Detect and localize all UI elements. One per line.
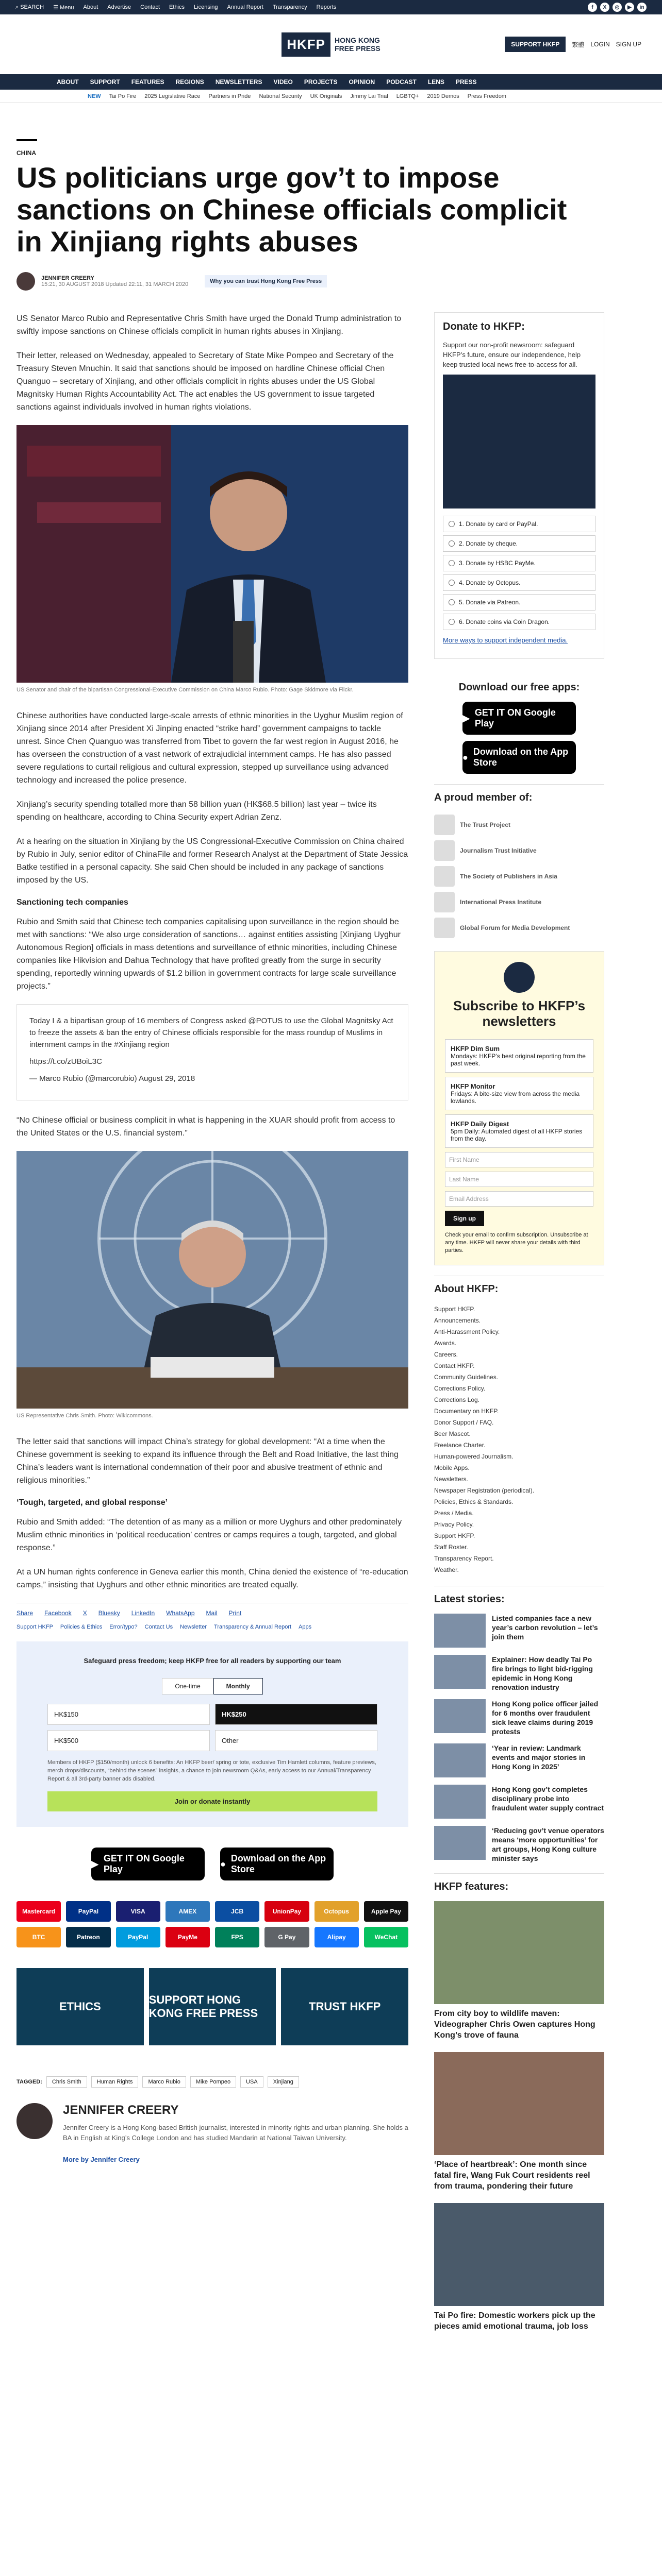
- promo-banners: [16, 1968, 408, 2045]
- more-by-author-link[interactable]: More by Jennifer Creery: [63, 2156, 140, 2163]
- author-bio: Jennifer Creery is a Hong Kong-based British journalist, interested in minority rights and urban planning. She holds a BA in English at King’s College London and has studied Mandarin at National Taiwan University.: [63, 2124, 408, 2142]
- payment-logo: PayPal: [66, 1901, 110, 1922]
- section-heading: ‘Tough, targeted, and global response’: [16, 1498, 168, 1507]
- paragraph: “No Chinese official or business complicit in what is happening in the XUAR should profit from access to the United States or the U.S. financial system.”: [16, 1116, 395, 1138]
- apple-icon: ●: [220, 1858, 226, 1869]
- about-link[interactable]: Community Guidelines.: [434, 1374, 499, 1381]
- latest-story[interactable]: ‘Year in review: Landmark events and major stories in Hong Kong in 2025’: [434, 1743, 604, 1777]
- paragraph: Their letter, released on Wednesday, appealed to Secretary of State Mike Pompeo and Secretary of the Treasury Steven Mnuchin. It said that sanctions should be imposed on hardline Chinese official Chen Quanguo – secretary of Xinjiang, and other officials complicit in rights abuses under the US Global Magnitsky Human Rights Accountability Act. The act enables the US government to issue targeted sanctions against individuals involved in human rights violations.: [16, 351, 394, 412]
- radio-icon: [449, 580, 455, 586]
- tweet-text: Today I & a bipartisan group of 16 members of Congress asked @POTUS to use the Global Magnitsky Act to freeze the assets & ban the entry of Chinese officials responsible for the mass roundup of Muslims in internment camps in the #Xinjiang region: [29, 1016, 393, 1049]
- trending-item[interactable]: UK Originals: [310, 93, 342, 99]
- publish-date: 15:21, 30 AUGUST 2018 Updated 22:11, 31 MARCH 2020: [41, 281, 189, 287]
- support-box: [16, 1641, 408, 1827]
- amount-option[interactable]: HK$500: [47, 1730, 210, 1751]
- trending-item[interactable]: Tai Po Fire: [109, 93, 137, 99]
- section-heading: Sanctioning tech companies: [16, 898, 128, 907]
- top-link-licensing[interactable]: Licensing: [194, 4, 218, 10]
- about-link[interactable]: Anti-Harassment Policy.: [434, 1328, 500, 1335]
- tag[interactable]: Human Rights: [91, 2076, 139, 2088]
- email-input[interactable]: Email Address: [445, 1191, 593, 1207]
- org-logo: [434, 815, 455, 835]
- radio-icon: [449, 521, 455, 527]
- site-header: [0, 14, 662, 74]
- nav-newsletters[interactable]: NEWSLETTERS: [215, 78, 262, 86]
- app-store-button[interactable]: ● Download on the App Store: [220, 1848, 334, 1880]
- article-title: US politicians urge gov’t to impose sanctions on Chinese officials complicit in Xinjiang rights abuses: [16, 161, 567, 258]
- trending-item[interactable]: National Security: [259, 93, 302, 99]
- story-thumbnail: [434, 1655, 486, 1689]
- tag[interactable]: Mike Pompeo: [190, 2076, 236, 2088]
- payment-logo: PayPal: [116, 1927, 160, 1947]
- donate-text: Support our non-profit newsroom: safeguard HKFP’s future, ensure our independence, help keep trusted local news free-to-access for all.: [443, 341, 581, 368]
- linkedin-icon[interactable]: in: [637, 3, 647, 12]
- payment-logo: AMEX: [166, 1901, 210, 1922]
- tag[interactable]: Chris Smith: [46, 2076, 87, 2088]
- policy-link[interactable]: Policies & Ethics: [60, 1624, 103, 1630]
- about-link[interactable]: Privacy Policy.: [434, 1521, 474, 1528]
- author-photo: [16, 2103, 53, 2139]
- photo-caption: US Senator and chair of the bipartisan Congressional-Executive Commission on China Marco Rubio. Photo: Gage Skidmore via Flickr.: [16, 687, 354, 693]
- newsletter-option[interactable]: HKFP Dim Sum Mondays: HKFP’s best original reporting from the past week.: [445, 1039, 593, 1073]
- nav-lens[interactable]: LENS: [427, 78, 444, 86]
- about-link[interactable]: Awards.: [434, 1340, 457, 1347]
- trending-item[interactable]: 2019 Demos: [427, 93, 459, 99]
- latest-story[interactable]: Explainer: How deadly Tai Po fire brings to light bid-rigging epidemic in Hong Kong renovation industry: [434, 1655, 604, 1692]
- story-thumbnail: [434, 1614, 486, 1648]
- top-link-annual-report[interactable]: Annual Report: [227, 4, 263, 10]
- facebook-icon[interactable]: f: [588, 3, 597, 12]
- radio-icon: [449, 560, 455, 566]
- newsletter-option[interactable]: HKFP Monitor Fridays: A bite-size view from across the media lowlands.: [445, 1077, 593, 1110]
- share-bar: [16, 1603, 408, 1617]
- payment-logo: JCB: [215, 1901, 259, 1922]
- policy-link[interactable]: Contact Us: [144, 1624, 173, 1630]
- story-thumbnail: [434, 1699, 486, 1733]
- instagram-icon[interactable]: ◎: [613, 3, 622, 12]
- about-link[interactable]: Support HKFP.: [434, 1306, 475, 1313]
- youtube-icon[interactable]: ▶: [625, 3, 634, 12]
- article-body: [16, 312, 408, 2343]
- nav-press[interactable]: PRESS: [455, 78, 477, 86]
- latest-story[interactable]: ‘Reducing gov’t venue operators means ‘more opportunities’ for art groups, Hong Kong culture minister says: [434, 1826, 604, 1863]
- org-logo: [434, 840, 455, 861]
- donate-box: [434, 312, 604, 659]
- about-title: About HKFP:: [434, 1276, 604, 1295]
- about-link[interactable]: Documentary on HKFP.: [434, 1408, 499, 1415]
- hkfp-badge-icon: [504, 962, 535, 993]
- tab-monthly[interactable]: Monthly: [213, 1678, 263, 1694]
- about-list: [434, 1303, 604, 1575]
- sidebar-app-store[interactable]: ● Download on the App Store: [462, 741, 576, 774]
- nav-podcast[interactable]: PODCAST: [386, 78, 417, 86]
- story-thumbnail: [434, 1785, 486, 1819]
- trending-item[interactable]: Partners in Pride: [208, 93, 251, 99]
- top-link-advertise[interactable]: Advertise: [107, 4, 131, 10]
- payment-logo: PayMe: [166, 1927, 210, 1947]
- author-name[interactable]: JENNIFER CREERY: [41, 275, 94, 281]
- tag-list: [16, 2076, 408, 2088]
- amount-option[interactable]: HK$150: [47, 1704, 210, 1725]
- photo-caption: US Representative Chris Smith. Photo: Wikicommons.: [16, 1413, 153, 1419]
- donate-option[interactable]: 5. Donate via Patreon.: [443, 594, 595, 611]
- donate-option[interactable]: 1. Donate by card or PayPal.: [443, 516, 595, 532]
- share-linkedin[interactable]: LinkedIn: [131, 1609, 155, 1617]
- about-link[interactable]: Beer Mascot.: [434, 1430, 471, 1437]
- share-x[interactable]: X: [82, 1609, 87, 1617]
- policy-link[interactable]: Apps: [299, 1624, 312, 1630]
- last-name-input[interactable]: Last Name: [445, 1172, 593, 1187]
- tags-label: TAGGED:: [16, 2079, 42, 2085]
- trending-bar: [0, 90, 662, 103]
- play-icon: ▶: [462, 713, 470, 723]
- policy-link[interactable]: Newsletter: [180, 1624, 207, 1630]
- about-link[interactable]: Careers.: [434, 1351, 458, 1358]
- latest-story[interactable]: Hong Kong gov’t completes disciplinary probe into fraudulent water supply contract: [434, 1785, 604, 1819]
- paragraph: Rubio and Smith added: “The detention of as many as a million or more Uyghurs and other predominately Muslim ethnic minorities in ‘political reeducation’ centres or camps requires a tough, targeted, and global response.”: [16, 1518, 402, 1552]
- about-link[interactable]: Policies, Ethics & Standards.: [434, 1498, 514, 1505]
- login-link[interactable]: LOGIN: [590, 41, 610, 48]
- payment-logo: UnionPay: [264, 1901, 309, 1922]
- nav-projects[interactable]: PROJECTS: [304, 78, 338, 86]
- payment-logo: WeChat: [364, 1927, 408, 1947]
- trending-item[interactable]: Press Freedom: [467, 93, 506, 99]
- about-link[interactable]: Freelance Charter.: [434, 1442, 486, 1449]
- share-facebook[interactable]: Facebook: [44, 1609, 72, 1617]
- trending-item[interactable]: LGBTQ+: [396, 93, 419, 99]
- logo-text-line2: FREE PRESS: [335, 44, 380, 53]
- main-nav: [0, 74, 662, 90]
- paragraph: US Senator Marco Rubio and Representative Chris Smith have urged the Donald Trump administration to swiftly impose sanctions on Chinese officials complicit in human rights abuses in Xinjiang.: [16, 314, 402, 336]
- about-link[interactable]: Press / Media.: [434, 1510, 474, 1517]
- amount-option-selected[interactable]: HK$250: [215, 1704, 377, 1725]
- tag[interactable]: USA: [240, 2076, 263, 2088]
- feature-image: [434, 1901, 604, 2004]
- tag[interactable]: Marco Rubio: [142, 2076, 186, 2088]
- paragraph: At a UN human rights conference in Geneva earlier this month, China denied the existence of “re-education camps,” insisting that Uyghurs and other ethnic minorities are treated equally.: [16, 1568, 408, 1589]
- about-link[interactable]: Corrections Policy.: [434, 1385, 486, 1392]
- donate-option[interactable]: 6. Donate coins via Coin Dragon.: [443, 614, 595, 630]
- latest-story[interactable]: Listed companies face a new year’s carbon revolution – let’s join them: [434, 1614, 604, 1648]
- member-org[interactable]: Journalism Trust Initiative: [434, 838, 604, 863]
- tweet-attribution: — Marco Rubio (@marcorubio) August 29, 2018: [29, 1074, 195, 1083]
- amount-option[interactable]: Other: [215, 1730, 377, 1751]
- support-hkfp-button[interactable]: SUPPORT HKFP: [505, 37, 566, 52]
- newsletter-note: Check your email to confirm subscription. Unsubscribe at any time. HKFP will never share your details with third parties.: [445, 1232, 588, 1253]
- paragraph: Chinese authorities have conducted large-scale arrests of ethnic minorities in the Uyghur Muslim region of Xinjiang since 2014 after President Xi Jinping enacted “strike hard” government campaigns to tackle unrest. Since Chen Quanguo was transferred from Tibet to govern the far west region in August 2016, he has overseen the construction of a vast network of extrajudicial internment camps. He has also passed severe regulations to curtail religious and cultural expression, stepped up surveillance using advanced technology and increased the police presence.: [16, 711, 403, 785]
- payment-logo: Patreon: [66, 1927, 110, 1947]
- support-title: Safeguard press freedom; keep HKFP free for all readers by supporting our team: [84, 1657, 341, 1665]
- share-bluesky[interactable]: Bluesky: [98, 1609, 120, 1617]
- payment-logo: FPS: [215, 1927, 259, 1947]
- member-org[interactable]: The Society of Publishers in Asia: [434, 863, 604, 889]
- org-logo: [434, 866, 455, 887]
- nav-support[interactable]: SUPPORT: [90, 78, 120, 86]
- policy-links: [16, 1624, 408, 1630]
- nav-video[interactable]: VIDEO: [273, 78, 293, 86]
- apple-icon: ●: [462, 752, 468, 762]
- about-link[interactable]: Donor Support / FAQ.: [434, 1419, 494, 1426]
- play-icon: ▶: [91, 1858, 98, 1869]
- newsletter-option[interactable]: HKFP Daily Digest 5pm Daily: Automated digest of all HKFP stories from the day.: [445, 1114, 593, 1148]
- more-ways-link[interactable]: More ways to support independent media.: [443, 636, 568, 644]
- paragraph: The letter said that sanctions will impact China’s strategy for global development: “At a time when the Chinese government is seeking to expand its influence through the Belt and Road Initiative, the last thing China’s leaders want is international condemnation of their poor and abusive treatment of ethnic and religious minorities.”: [16, 1437, 399, 1485]
- newsletter-signup-button[interactable]: Sign up: [445, 1211, 484, 1226]
- feature-story[interactable]: ‘Place of heartbreak’: One month since fatal fire, Wang Fuk Court residents reel from trauma, pondering their future: [434, 2052, 604, 2192]
- logo-text-line1: HONG KONG: [335, 36, 380, 44]
- features-title: HKFP features:: [434, 1873, 604, 1893]
- member-org[interactable]: The Trust Project: [434, 812, 604, 838]
- payment-logo: VISA: [116, 1901, 160, 1922]
- donate-option[interactable]: 2. Donate by cheque.: [443, 535, 595, 552]
- about-link[interactable]: Newsletters.: [434, 1476, 469, 1483]
- trust-badge[interactable]: Why you can trust Hong Kong Free Press: [205, 275, 327, 287]
- share-mail[interactable]: Mail: [206, 1609, 218, 1617]
- about-link[interactable]: Transparency Report.: [434, 1555, 494, 1562]
- paragraph: Xinjiang’s security spending totalled more than 58 billion yuan (HK$68.5 billion) last year – twice its spending on healthcare, according to China Security expert Adrian Zenz.: [16, 800, 377, 822]
- tag[interactable]: Xinjiang: [268, 2076, 299, 2088]
- share-whatsapp[interactable]: WhatsApp: [166, 1609, 195, 1617]
- article-category[interactable]: CHINA: [16, 139, 37, 157]
- tab-one-time[interactable]: One-time: [162, 1678, 213, 1694]
- latest-story[interactable]: Hong Kong police officer jailed for 6 months over fraudulent sick leave claims during 2019 protests: [434, 1699, 604, 1736]
- about-link[interactable]: Weather.: [434, 1566, 459, 1573]
- about-link[interactable]: Corrections Log.: [434, 1396, 480, 1403]
- author-avatar: [16, 272, 35, 291]
- payment-logo: Apple Pay: [364, 1901, 408, 1922]
- x-icon[interactable]: X: [600, 3, 609, 12]
- sidebar: [434, 312, 604, 2343]
- author-box: [16, 2103, 408, 2176]
- story-thumbnail: [434, 1826, 486, 1860]
- feature-story[interactable]: Tai Po fire: Domestic workers pick up the pieces amid emotional trauma, job loss: [434, 2203, 604, 2332]
- feature-story[interactable]: From city boy to wildlife maven: Videographer Chris Owen captures Hong Kong’s trove of fauna: [434, 1901, 604, 2041]
- payment-logo: Alipay: [315, 1927, 359, 1947]
- top-link-reports[interactable]: Reports: [316, 4, 337, 10]
- support-note: Members of HKFP ($150/month) unlock 6 benefits: An HKFP beer/ spring or tote, exclusive Tim Hamlett columns, feature previews, merch drops/discounts, “behind the scenes” insights, a chance to join newsroom Q&As, early access to our Annual/Transparency Report & all 3rd-party banner ads disabled.: [47, 1759, 376, 1782]
- top-link-contact[interactable]: Contact: [140, 4, 160, 10]
- policy-link[interactable]: Support HKFP: [16, 1624, 53, 1630]
- about-link[interactable]: Announcements.: [434, 1317, 481, 1324]
- about-link[interactable]: Support HKFP.: [434, 1532, 475, 1539]
- payment-logo: BTC: [16, 1927, 61, 1947]
- donate-title: Donate to HKFP:: [443, 321, 525, 332]
- sidebar-google-play[interactable]: ▶ GET IT ON Google Play: [462, 702, 576, 735]
- apps-title: Download our free apps:: [458, 682, 580, 693]
- rubio-photo: [16, 425, 408, 683]
- org-logo: [434, 892, 455, 912]
- about-link[interactable]: Contact HKFP.: [434, 1362, 475, 1369]
- story-thumbnail: [434, 1743, 486, 1777]
- about-link[interactable]: Human-powered Journalism.: [434, 1453, 514, 1460]
- about-link[interactable]: Staff Roster.: [434, 1544, 468, 1551]
- about-link[interactable]: Newspaper Registration (periodical).: [434, 1487, 535, 1494]
- trending-item[interactable]: Jimmy Lai Trial: [350, 93, 388, 99]
- promo-banner[interactable]: SUPPORT HONG KONG FREE PRESS: [149, 1968, 276, 2045]
- org-logo: [434, 918, 455, 938]
- embedded-tweet[interactable]: [16, 1004, 408, 1100]
- newsletter-box: [434, 951, 604, 1265]
- promo-banner[interactable]: ETHICS: [16, 1968, 144, 2045]
- new-label: NEW: [88, 93, 101, 99]
- paragraph: At a hearing on the situation in Xinjiang by the US Congressional-Executive Commission on China chaired by Rubio in July, senior editor of ChinaFile and former Research Analyst at the Department of State Jessica Batke testified in a personal capacity. She said Chen should be included in any package of sanctions imposed by the US.: [16, 837, 408, 885]
- nav-features[interactable]: FEATURES: [131, 78, 164, 86]
- language-link[interactable]: 繁體: [572, 41, 585, 48]
- payment-logo: G Pay: [264, 1927, 309, 1947]
- nav-opinion[interactable]: OPINION: [349, 78, 375, 86]
- top-link-about[interactable]: About: [83, 4, 98, 10]
- payment-logo: Mastercard: [16, 1901, 61, 1922]
- payment-logo: Octopus: [315, 1901, 359, 1922]
- donate-image: [443, 375, 595, 509]
- latest-title: Latest stories:: [434, 1586, 604, 1605]
- paragraph: Rubio and Smith said that Chinese tech companies capitalising upon surveillance in the region should be met with sanctions: “We also urge consideration of sanctions… against entities assisting [Xinjiang Uyghur Autonomous Region] officials in mass detentions and surveillance of ethnic minorities, including Chinese companies like Hikvision and Dahua Technology that have profited greatly from the surge in security spending, reportedly winning upwards of $1.2 billion in government contracts for large scale surveillance projects.”: [16, 918, 401, 991]
- donate-option[interactable]: 3. Donate by HSBC PayMe.: [443, 555, 595, 571]
- search-link[interactable]: ⌕ SEARCH: [15, 4, 44, 10]
- join-button[interactable]: Join or donate instantly: [47, 1791, 377, 1811]
- first-name-input[interactable]: First Name: [445, 1152, 593, 1167]
- smith-photo: [16, 1151, 408, 1409]
- newsletter-title: Subscribe to HKFP’s newsletters: [453, 998, 586, 1029]
- about-link[interactable]: Mobile Apps.: [434, 1464, 470, 1471]
- feature-image: [434, 2052, 604, 2155]
- radio-icon: [449, 599, 455, 605]
- share-print[interactable]: Print: [228, 1609, 242, 1617]
- policy-link[interactable]: Transparency & Annual Report: [214, 1624, 292, 1630]
- top-bar: [0, 0, 662, 14]
- radio-icon: [449, 619, 455, 625]
- nav-about[interactable]: ABOUT: [57, 78, 79, 86]
- member-org[interactable]: Global Forum for Media Development: [434, 915, 604, 941]
- member-org[interactable]: International Press Institute: [434, 889, 604, 915]
- signup-link[interactable]: SIGN UP: [616, 41, 641, 48]
- nav-regions[interactable]: REGIONS: [175, 78, 204, 86]
- donate-option[interactable]: 4. Donate by Octopus.: [443, 574, 595, 591]
- feature-image: [434, 2203, 604, 2306]
- tweet-link[interactable]: https://t.co/zUBoiL3C: [29, 1057, 102, 1066]
- payment-methods: [16, 1901, 408, 1947]
- promo-banner[interactable]: TRUST HKFP: [281, 1968, 408, 2045]
- member-title: A proud member of:: [434, 784, 604, 804]
- policy-link[interactable]: Error/typo?: [109, 1624, 138, 1630]
- hkfp-logo[interactable]: HKFP HONG KONG FREE PRESS: [282, 32, 380, 57]
- trending-item[interactable]: 2025 Legislative Race: [144, 93, 201, 99]
- top-link-transparency[interactable]: Transparency: [272, 4, 307, 10]
- share-label: Share: [16, 1609, 34, 1617]
- top-link-ethics[interactable]: Ethics: [169, 4, 185, 10]
- menu-link[interactable]: ☰ Menu: [53, 4, 74, 11]
- radio-icon: [449, 540, 455, 547]
- byline: [16, 271, 646, 292]
- google-play-button[interactable]: ▶ GET IT ON Google Play: [91, 1848, 205, 1880]
- author-box-name[interactable]: JENNIFER CREERY: [63, 2103, 179, 2117]
